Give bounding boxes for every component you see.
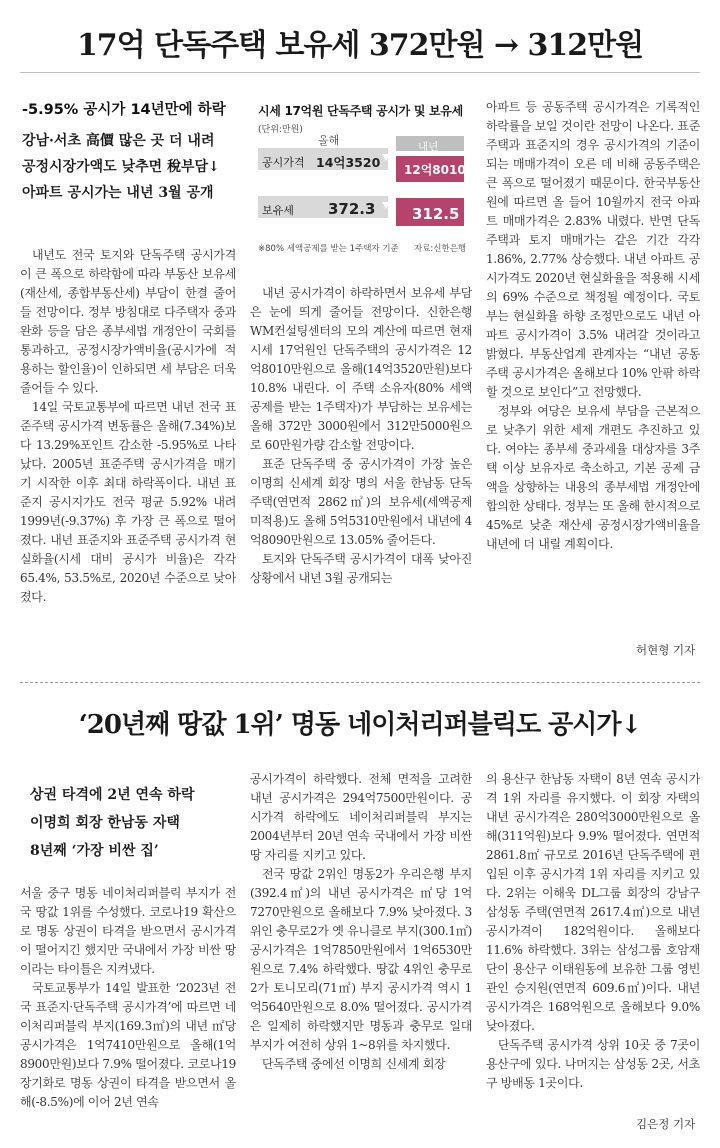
paragraph: 전국 땅값 2위인 명동2가 우리은행 부지(392.4㎡)의 내년 공시가격은 ㎡당 1억7270만원으로 올해보다 7.9% 낮아졌다. 3위인 충무로2가 옛 유니클로 부지(300.1㎡) 공시가격은 1억7850만원에서 1억6530만원으로 7.4% 하락했다. 땅값 4위인 충무로2가 토니모리(71㎡) 부지 공시가격 역시 1억5640만원으로 8.0% 떨어졌다. 공시가격은 일제히 하락했지만 명동과 충무로 일대 부지가 여전히 상위 1~8위를 차지했다.	[250, 867, 472, 1052]
article1-subhead: 강남·서초 高價 많은 곳 더 내려	[22, 133, 215, 149]
article2-column-3	[486, 770, 700, 1112]
value-next-year-tax: 312.5	[412, 205, 460, 223]
article1-byline: 허현형 기자	[636, 643, 696, 657]
article2-subhead: 상권 타격에 2년 연속 하락	[30, 787, 195, 803]
chart-col-this-year: 올해	[318, 134, 340, 147]
chart-source: 자료:신한은행	[414, 244, 467, 254]
chart-unit: (단위:만원)	[258, 125, 303, 135]
paragraph: 표준 단독주택 중 공시가격이 가장 높은 이명희 신세계 회장 명의 서울 한남동 단독주택(연면적 2862㎡)의 보유세(세액공제 미적용)도 올해 5억5310만원에서 내년에 4억8090만원으로 13.05% 줄어든다.	[250, 457, 472, 547]
article1-column-1	[20, 246, 236, 662]
article1-subhead: 공정시장가액도 낮추면 稅부담↓	[22, 159, 220, 175]
article-separator	[20, 682, 700, 683]
article2-subhead: 이명희 회장 한남동 자택	[30, 815, 180, 831]
paragraph: 국토교통부가 14일 발표한 ‘2023년 전국 표준지·단독주택 공시가격’에 따르면 네이처리퍼블릭 부지(169.3㎡)의 내년 ㎡당 공시가격은 1억7410만원으로 올해(1억8900만원)보다 7.9% 떨어졌다. 코로나19 장기화로 명동 상권이 타격을 받으면서 올해(-8.5%)에 이어 2년 연속	[20, 981, 236, 1109]
paragraph: 단독주택 공시가격 상위 10곳 중 7곳이 용산구에 있다. 나머지는 삼성동 2곳, 서초구 방배동 1곳이다.	[486, 1038, 700, 1090]
article1-column-3	[486, 98, 700, 644]
paragraph: 정부와 여당은 보유세 부담을 근본적으로 낮추기 위한 세제 개편도 추진하고 있다. 여야는 종부세 중과세율 대상자를 3주택 이상 보유자로 축소하고, 기본 공제 금액을 상향하는 내용의 종부세법 개정안에 합의한 상태다. 정부는 또 올해 한시적으로 45%로 낮춘 재산세 공정시장가액비율을 내년에 더 내릴 계획이다.	[486, 404, 700, 551]
chart-footnote: ※80% 세액공제를 받는 1주택자 기준	[258, 244, 399, 254]
chart-box	[250, 94, 472, 264]
paragraph: 서울 중구 명동 네이처리퍼블릭 부지가 전국 땅값 1위를 수성했다. 코로나19 확산으로 명동 상권이 타격을 받으면서 공시가격이 떨어지긴 했지만 국내에서 가장 비싼 땅이라는 타이틀은 지켜냈다.	[20, 886, 236, 976]
article2-column-2	[250, 770, 472, 1146]
paragraph: 공시가격이 하락했다. 전체 면적을 고려한 내년 공시가격은 294억7500만원이다. 공시가격 하락에도 네이처리퍼블릭 부지는 2004년부터 20년 연속 국내에서 가장 비싼 땅 자리를 지키고 있다.	[250, 772, 472, 862]
article2-subhead: 8년째 ‘가장 비싼 집’	[30, 843, 159, 859]
value-next-year-gongsi: 12억8010	[404, 163, 466, 177]
paragraph: 의 용산구 한남동 자택이 8년 연속 공시가격 1위 자리를 유지했다. 이 회장 자택의 내년 공시가격은 280억3000만원으로 올해(311억원)보다 9.9% 떨어졌다. 연면적 2861.8㎡ 규모로 2016년 단독주택에 편입된 이후 공시가격 1위 자리를 지키고 있다. 2위는 이해욱 DL그룹 회장의 강남구 삼성동 주택(연면적 2617.4㎡)으로 내년 공시가격이 182억원이다. 올해보다 11.6% 하락했다. 3위는 삼성그룹 호암재단이 용산구 이태원동에 보유한 그룹 영빈관인 승지원(연면적 609.6㎡)이다. 내년 공시가격은 168억원으로 올해보다 9.0% 낮아졌다.	[486, 772, 700, 1033]
paragraph: 내년도 전국 토지와 단독주택 공시가격이 큰 폭으로 하락함에 따라 부동산 보유세(재산세, 종합부동산세) 부담이 한결 줄어들 전망이다. 정부 방침대로 다주택자 중과 완화 등을 담은 종부세법 개정안이 국회를 통과하고, 공정시장가액비율(공시가에 적용하는 할인율)이 인하되면 세 부담은 더욱 줄어들 수 있다.	[20, 248, 236, 395]
paragraph: 토지와 단독주택 공시가격이 대폭 낮아진 상황에서 내년 3월 공개되는	[250, 552, 472, 585]
article1-headline: 17억 단독주택 보유세 372만원 → 312만원	[76, 28, 644, 63]
paragraph: 내년 공시가격이 하락하면서 보유세 부담은 눈에 띄게 줄어들 전망이다. 신한은행 WM컨설팅센터의 모의 계산에 따르면 현재 시세 17억원인 단독주택의 공시가격은 12억8010만원으로 올해(14억3520만원)보다 10.8% 내린다. 이 주택 소유자(80% 세액공제를 받는 1주택자)가 부담하는 보유세는 올해 372만 3000원에서 312만5000원으로 60만원가량 감소할 전망이다.	[250, 286, 472, 452]
paragraph: 14일 국토교통부에 따르면 내년 전국 표준주택 공시가격 변동률은 올해(7.34%)보다 13.29%포인트 감소한 -5.95%로 나타났다. 2005년 표준주택 공시가격을 매기기 시작한 이후 최대 하락폭이다. 내년 표준지 공시지가도 전국 평균 5.92% 내려 1999년(-9.37%) 후 가장 큰 폭으로 떨어졌다. 내년 표준지와 표준주택 공시가격 현실화율(시세 대비 공시가 비율)은 각각 65.4%, 53.5%로, 2020년 수준으로 낮아졌다.	[20, 400, 236, 604]
value-this-year-gongsi: 14억3520	[316, 155, 381, 170]
article2-headline: ‘20년째 땅값 1위’ 명동 네이처리퍼블릭도 공시가↓	[78, 710, 642, 740]
article1-subhead: 아파트 공시가는 내년 3월 공개	[22, 185, 214, 201]
article2-byline: 김은정 기자	[636, 1117, 696, 1131]
paragraph: 단독주택 중에선 이명희 신세계 회장	[262, 1057, 446, 1071]
category-label: 공시가격	[262, 156, 305, 169]
headline-rule	[20, 72, 700, 73]
article2-column-1	[20, 884, 236, 1146]
article1-column-2	[250, 284, 472, 662]
value-this-year-tax: 372.3	[328, 200, 376, 218]
paragraph: 아파트 등 공동주택 공시가격은 기록적인 하락률을 보일 것이란 전망이 나온다. 표준주택과 표준지의 경우 공시가격의 기준이 되는 매매가격이 오른 데 비해 공동주택은 큰 폭으로 떨어졌기 때문이다. 한국부동산원에 따르면 올 들어 10월까지 전국 아파트 매매가격은 2.83% 내렸다. 반면 단독주택과 토지 매매가는 같은 기간 각각 1.86%, 2.77% 상승했다. 내년 아파트 공시가격도 2020년 현실화율을 적용해 시세의 69% 수준으로 책정될 예정이다. 국토부는 현실화율 하향 조정만으로도 내년 아파트 공시가격이 3.5% 내려갈 것이라고 밝혔다. 부동산업계 관계자는 “내년 공동주택 공시가격은 올해보다 10% 안팎 하락할 것으로 보인다”고 전망했다.	[486, 100, 700, 399]
category-label: 보유세	[262, 204, 294, 217]
article1-subhead-main: -5.95% 공시가 14년만에 하락	[22, 102, 226, 118]
chart-title: 시세 17억원 단독주택 공시가 및 보유세	[258, 104, 463, 118]
chart-col-next-year: 내년	[418, 141, 439, 153]
